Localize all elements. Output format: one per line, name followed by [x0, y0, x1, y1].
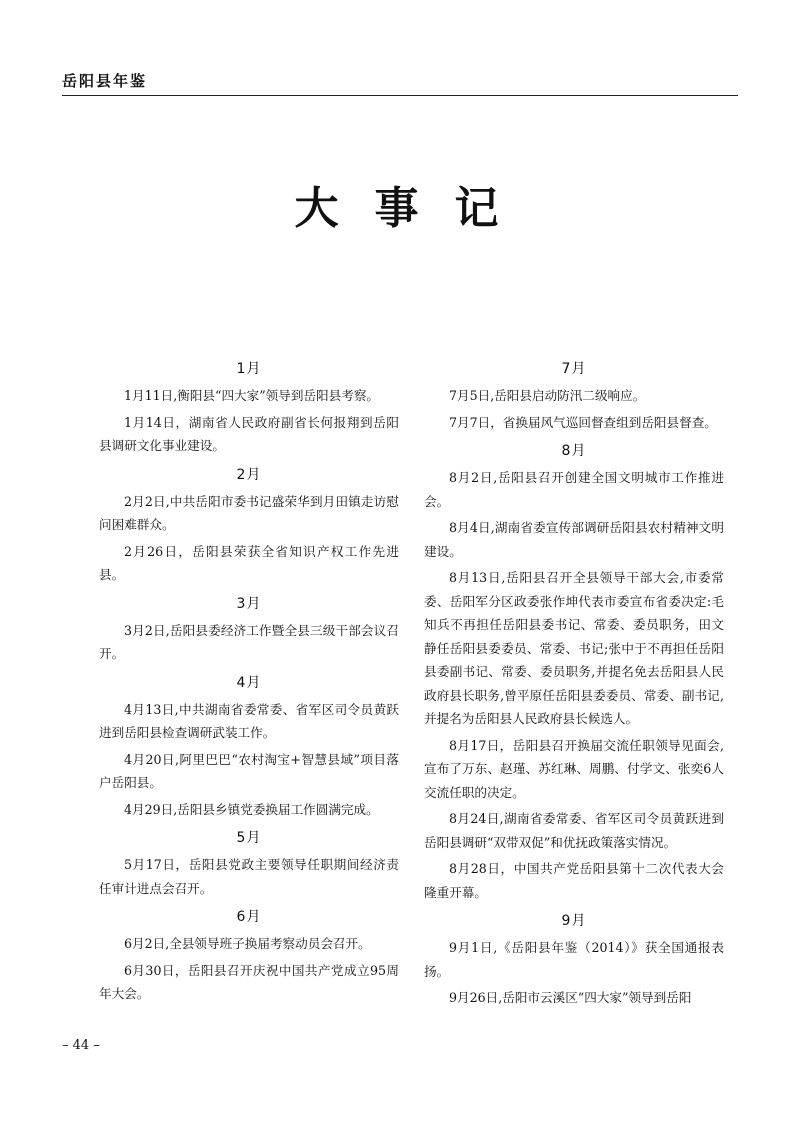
event-entry: 8月4日,湖南省委宣传部调研岳阳县农村精神文明建设。 — [424, 520, 724, 559]
right-column — [424, 352, 724, 1013]
event-entry: 9月1日,《岳阳县年鉴（2014）》获全国通报表扬。 — [424, 940, 724, 979]
left-column — [99, 352, 399, 1009]
month-heading: 6月 — [236, 909, 262, 925]
event-entry: 8月13日,岳阳县召开全县领导干部大会,市委常委、岳阳军分区政委张作坤代表市委宣布省委决定:毛知兵不再担任岳阳县委书记、常委、委员职务，田文静任岳阳县委委员、常委、书记;张中于不再担任岳阳县委副书记、常委、委员职务,并提名免去岳阳县人民政府县长职务,曾平原任岳阳县委委员、常委、副书记,并提名为岳阳县人民政府县长候选人。 — [424, 570, 724, 726]
month-heading: 4月 — [236, 674, 262, 691]
month-heading: 2月 — [236, 466, 262, 483]
month-heading: 9月 — [561, 913, 587, 929]
event-entry: 6月30日，岳阳县召开庆祝中国共产党成立95周年大会。 — [99, 962, 399, 1001]
event-entry: 2月26日，岳阳县荣获全省知识产权工作先进县。 — [99, 543, 399, 582]
event-entry: 7月7日，省换届风气巡回督查组到岳阳县督查。 — [449, 414, 717, 430]
event-entry: 7月5日,岳阳县启动防汛二级响应。 — [449, 388, 646, 403]
event-entry: 4月20日,阿里巴巴“农村淘宝+智慧县域”项目落户岳阳县。 — [99, 751, 399, 790]
event-entry: 4月13日,中共湖南省委常委、省军区司令员黄跃进到岳阳县检查调研武装工作。 — [99, 701, 399, 740]
event-entry: 5月17日，岳阳县党政主要领导任职期间经济责任审计进点会召开。 — [99, 857, 399, 896]
event-entry: 4月29日,岳阳县乡镇党委换届工作圆满完成。 — [124, 801, 379, 817]
event-entry: 8月28日，中国共产党岳阳县第十二次代表大会隆重开幕。 — [424, 861, 724, 900]
header-rule — [62, 95, 738, 96]
page-title: 大事记 — [294, 183, 535, 234]
page-number: – 44 – — [62, 1038, 100, 1053]
event-entry: 2月2日,中共岳阳市委书记盛荣华到月田镇走访慰问困难群众。 — [99, 493, 399, 532]
event-entry: 8月2日,岳阳县召开创建全国文明城市工作推进会。 — [424, 470, 724, 509]
month-heading: 1月 — [236, 361, 262, 377]
event-entry: 1月11日,衡阳县“四大家”领导到岳阳县考察。 — [124, 388, 380, 403]
month-heading: 5月 — [236, 830, 262, 846]
event-entry: 3月2日,岳阳县委经济工作暨全县三级干部会议召开。 — [99, 622, 399, 661]
running-header: 岳阳县年鉴 — [62, 72, 148, 90]
event-entry: 8月24日,湖南省委常委、省军区司令员黄跃进到岳阳县调研“双带双促”和优抚政策落实情况。 — [424, 811, 724, 850]
event-entry: 6月2日,全县领导班子换届考察动员会召开。 — [124, 936, 371, 951]
event-entry: 8月17日，岳阳县召开换届交流任职领导见面会,宣布了万东、赵瑾、苏红琳、周鹏、付学文、张奕6人交流任职的决定。 — [424, 737, 724, 800]
event-entry: 1月14日，湖南省人民政府副省长何报翔到岳阳县调研文化事业建设。 — [99, 414, 399, 453]
month-heading: 7月 — [561, 361, 587, 377]
month-heading: 8月 — [561, 443, 587, 459]
month-heading: 3月 — [236, 595, 262, 612]
event-entry: 9月26日,岳阳市云溪区“四大家”领导到岳阳 — [449, 990, 692, 1005]
